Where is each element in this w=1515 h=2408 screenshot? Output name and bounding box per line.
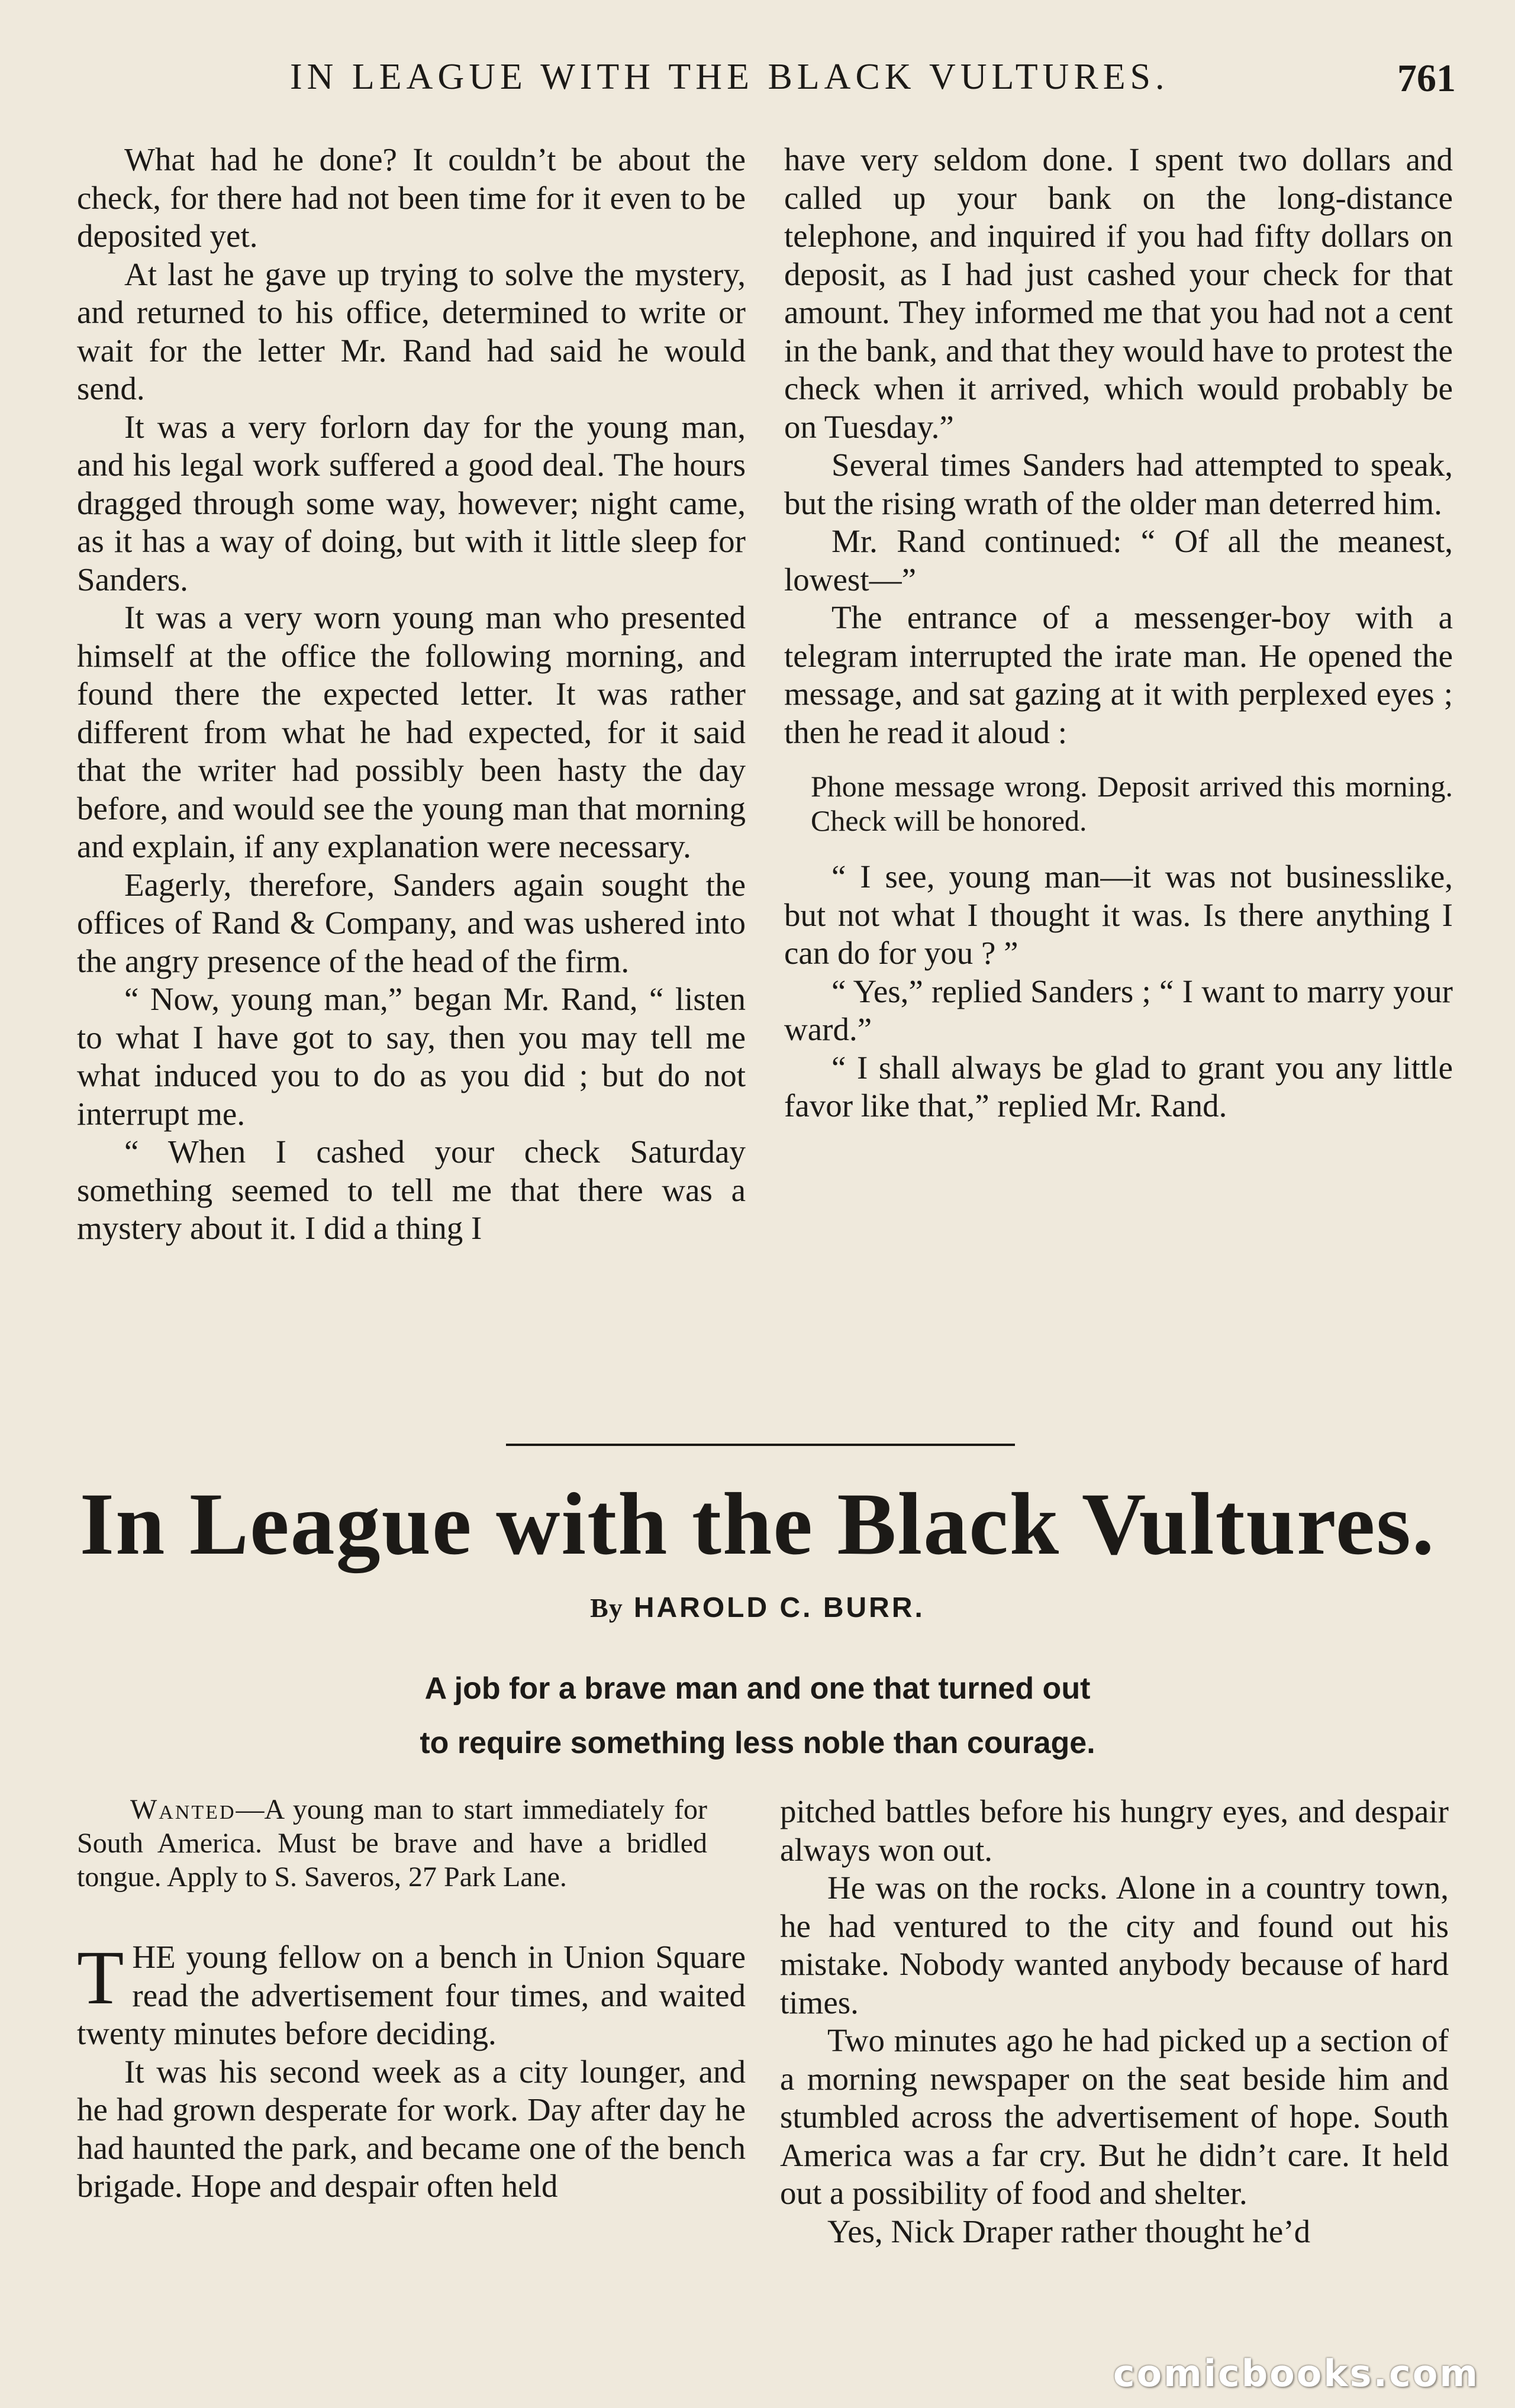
paragraph: “ I see, young man—it was not businesslike, but not what I thought it was. Is there anything I can do for you ? ” (784, 858, 1453, 971)
advertisement-label: Wanted (130, 1794, 236, 1825)
paragraph: “ Now, young man,” began Mr. Rand, “ listen to what I have got to say, then you may tell me what induced you to do as you did ; but do not interrupt me. (77, 981, 746, 1132)
story-subtitle (0, 1661, 1515, 1770)
opening-paragraph (77, 1935, 746, 2053)
opening-text: HE young fellow on a bench in Union Square read the advertisement four times, and waited twenty minutes before deciding. (77, 1939, 746, 2051)
paragraph: Eagerly, therefore, Sanders again sought the offices of Rand & Company, and was ushered into the angry presence of the head of the firm. (77, 866, 746, 979)
paragraph: It was a very worn young man who presented himself at the office the following morning, and found there the expected letter. It was rather different from what he had expected, for it said that the writer had possibly been hasty the day before, and would see the young man that morning and explain, if any explanation were necessary. (77, 599, 746, 864)
running-title: IN LEAGUE WITH THE BLACK VULTURES. (290, 57, 1169, 97)
previous-story-left-column (77, 141, 746, 1248)
advertisement-text (77, 1793, 707, 1894)
paragraph: “ Yes,” replied Sanders ; “ I want to marry your ward.” (784, 973, 1453, 1047)
byline-prefix: By (590, 1593, 623, 1623)
paragraph: What had he done? It couldn’t be about the check, for there had not been time for it even to be deposited yet. (77, 141, 746, 254)
paragraph: It was a very forlorn day for the young man, and his legal work suffered a good deal. The hours dragged through some way, however; night came, as it has a way of doing, but with it little sleep for Sanders. (77, 408, 746, 598)
paragraph: “ When I cashed your check Saturday something seemed to tell me that there was a mystery about it. I did a thing I (77, 1134, 746, 1246)
paragraph: The entrance of a messenger-boy with a telegram interrupted the irate man. He opened the message, and sat gazing at it with perplexed eyes ; then he read it aloud : (784, 599, 1453, 750)
byline (0, 1592, 1515, 1624)
running-head (0, 56, 1456, 109)
paragraph: Two minutes ago he had picked up a section of a morning newspaper on the seat beside him and stumbled across the advertisement of hope. South America was a far cry. But he didn’t care. It held out a possibility of food and shelter. (780, 2022, 1449, 2211)
telegram-quote (784, 769, 1453, 838)
previous-story-right-column (784, 141, 1453, 1125)
paragraph: He was on the rocks. Alone in a country town, he had ventured to the city and found out his mistake. Nobody wanted anybody because of hard times. (780, 1870, 1449, 2020)
story-right-column (780, 1793, 1449, 2251)
paragraph: At last he gave up trying to solve the mystery, and returned to his office, determined to write or wait for the letter Mr. Rand had said he would send. (77, 256, 746, 406)
story-body-left (77, 1935, 746, 2206)
author-name: HAROLD C. BURR. (633, 1592, 925, 1623)
paragraph: Mr. Rand continued: “ Of all the meanest, lowest—” (784, 523, 1453, 598)
paragraph: pitched battles before his hungry eyes, and despair always won out. (780, 1793, 1449, 1868)
subtitle-line: A job for a brave man and one that turned out (424, 1671, 1091, 1706)
paragraph: Several times Sanders had attempted to speak, but the rising wrath of the older man deterred him. (784, 447, 1453, 521)
advertisement-body: —A young man to start immediately for South America. Must be brave and have a bridled tongue. Apply to S. Saveros, 27 Park Lane. (77, 1794, 707, 1893)
page-number: 761 (1397, 57, 1456, 100)
advertisement-quote (77, 1793, 746, 1894)
paragraph: Yes, Nick Draper rather thought he’d (827, 2213, 1311, 2249)
paragraph: It was his second week as a city lounger, and he had grown desperate for work. Day after day he had haunted the park, and became one of the bench brigade. Hope and despair often held (77, 2053, 746, 2204)
paragraph: have very seldom done. I spent two dollars and called up your bank on the long-distance telephone, and inquired if you had fifty dollars on deposit, as I had just cashed your check for that amount. They informed me that you had not a cent in the bank, and that they would have to protest the check when it arrived, which would probably be on Tuesday.” (784, 141, 1453, 445)
source-watermark: comicbooks.com (1113, 2352, 1479, 2395)
story-divider (506, 1444, 1015, 1446)
story-left-column (77, 1793, 746, 2206)
drop-cap: T (77, 1935, 124, 2020)
story-title: In League with the Black Vultures. (79, 1475, 1436, 1573)
paragraph: “ I shall always be glad to grant you any little favor like that,” replied Mr. Rand. (784, 1049, 1453, 1124)
telegram-text: Phone message wrong. Deposit arrived this morning. Check will be honored. (811, 770, 1453, 837)
subtitle-line: to require something less noble than courage. (420, 1726, 1095, 1760)
